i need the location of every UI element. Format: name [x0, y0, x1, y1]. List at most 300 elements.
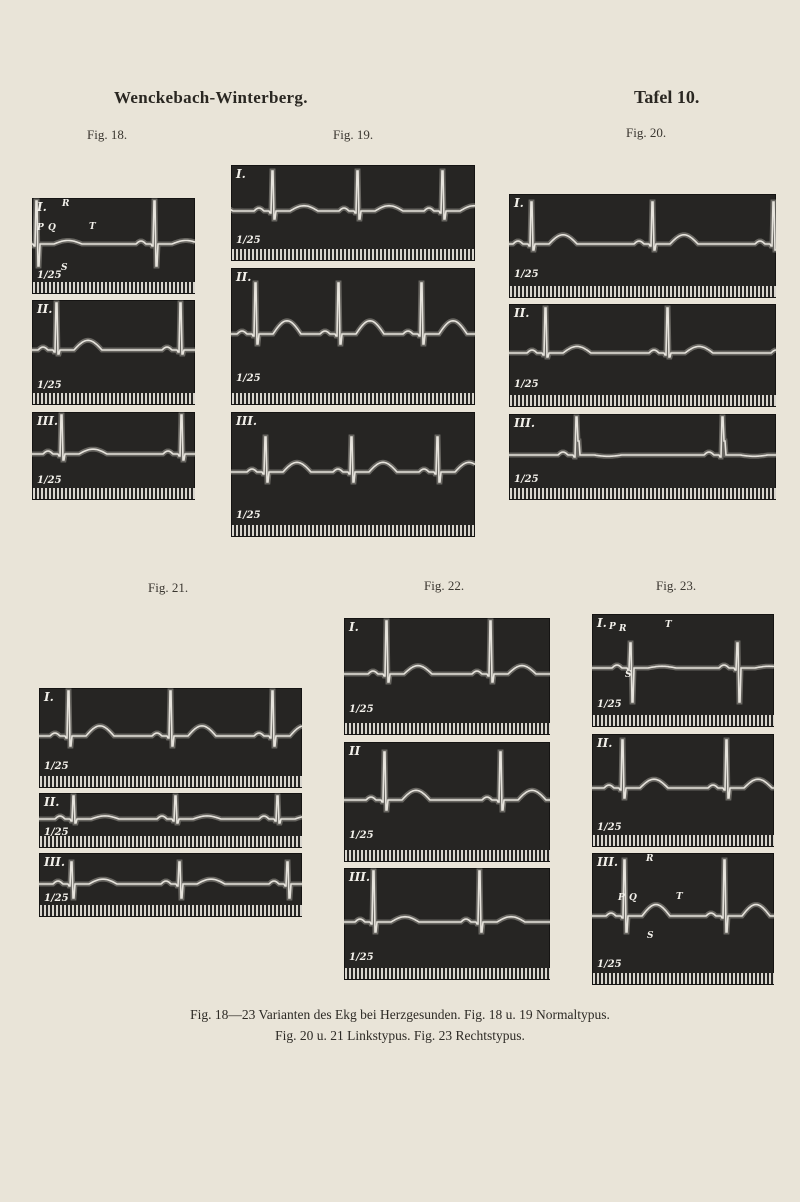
timing-tick	[773, 715, 774, 726]
ecg-trace-graphic	[509, 414, 776, 500]
plate-caption	[0, 1004, 800, 1046]
timing-tick	[300, 905, 302, 916]
timing-tick	[770, 488, 772, 499]
time-mark: 1/25	[236, 373, 261, 384]
timing-tick	[530, 488, 532, 499]
timing-tick	[152, 836, 154, 847]
time-mark: 1/25	[37, 270, 62, 281]
wave-label-p: P	[37, 223, 44, 233]
timing-tick	[260, 249, 262, 260]
timing-comb	[345, 723, 550, 734]
timing-tick	[646, 286, 648, 297]
timing-tick	[45, 282, 47, 293]
fig-21-lead-1-strip	[39, 688, 302, 788]
timing-tick	[493, 968, 495, 979]
timing-tick	[381, 850, 383, 861]
timing-tick	[634, 395, 636, 406]
timing-tick	[128, 836, 130, 847]
timing-tick	[172, 905, 174, 916]
timing-comb	[232, 249, 474, 260]
timing-tick	[445, 968, 447, 979]
timing-tick	[621, 973, 623, 984]
timing-tick	[730, 488, 732, 499]
timing-tick	[444, 525, 446, 536]
timing-tick	[121, 488, 123, 499]
timing-comb	[33, 488, 195, 499]
timing-tick	[765, 973, 767, 984]
timing-tick	[401, 968, 403, 979]
timing-tick	[181, 488, 183, 499]
wave-label-t: T	[676, 892, 683, 902]
timing-tick	[501, 723, 503, 734]
timing-tick	[376, 393, 378, 404]
timing-tick	[753, 973, 755, 984]
timing-tick	[105, 393, 107, 404]
timing-tick	[320, 525, 322, 536]
time-mark: 1/25	[44, 827, 69, 838]
timing-tick	[529, 723, 531, 734]
timing-tick	[132, 836, 134, 847]
timing-tick	[681, 715, 683, 726]
timing-tick	[296, 836, 298, 847]
timing-tick	[160, 905, 162, 916]
timing-tick	[513, 850, 515, 861]
timing-tick	[685, 715, 687, 726]
timing-tick	[554, 286, 556, 297]
timing-tick	[625, 835, 627, 846]
timing-tick	[713, 973, 715, 984]
timing-tick	[681, 835, 683, 846]
timing-tick	[412, 525, 414, 536]
timing-tick	[109, 488, 111, 499]
timing-comb	[40, 905, 302, 916]
timing-tick	[606, 286, 608, 297]
timing-tick	[522, 395, 524, 406]
timing-tick	[236, 836, 238, 847]
timing-tick	[705, 715, 707, 726]
timing-tick	[276, 905, 278, 916]
timing-tick	[425, 968, 427, 979]
timing-tick	[360, 525, 362, 536]
timing-tick	[304, 525, 306, 536]
timing-tick	[718, 395, 720, 406]
time-mark: 1/25	[514, 474, 539, 485]
timing-tick	[189, 282, 191, 293]
timing-tick	[292, 836, 294, 847]
timing-tick	[432, 525, 434, 536]
timing-tick	[634, 286, 636, 297]
timing-tick	[726, 286, 728, 297]
timing-tick	[617, 835, 619, 846]
timing-tick	[761, 835, 763, 846]
timing-tick	[349, 968, 351, 979]
timing-tick	[714, 488, 716, 499]
lead-label: III.	[514, 416, 536, 430]
time-mark: 1/25	[349, 704, 374, 715]
timing-tick	[393, 723, 395, 734]
timing-tick	[141, 393, 143, 404]
timing-tick	[244, 905, 246, 916]
timing-tick	[424, 249, 426, 260]
timing-tick	[417, 723, 419, 734]
fig-20-lead-2-strip	[509, 304, 776, 407]
timing-tick	[766, 395, 768, 406]
timing-tick	[610, 286, 612, 297]
timing-tick	[80, 776, 82, 787]
timing-tick	[574, 395, 576, 406]
timing-tick	[85, 488, 87, 499]
timing-tick	[52, 905, 54, 916]
timing-tick	[678, 286, 680, 297]
timing-tick	[721, 715, 723, 726]
timing-tick	[144, 836, 146, 847]
timing-tick	[288, 776, 290, 787]
timing-tick	[185, 282, 187, 293]
timing-tick	[742, 395, 744, 406]
timing-tick	[173, 393, 175, 404]
timing-tick	[232, 905, 234, 916]
timing-tick	[629, 973, 631, 984]
timing-tick	[412, 393, 414, 404]
timing-tick	[385, 968, 387, 979]
timing-tick	[441, 968, 443, 979]
timing-tick	[377, 850, 379, 861]
fig-23-lead-2-strip	[592, 734, 774, 847]
lead-label: III.	[349, 870, 371, 884]
timing-tick	[742, 488, 744, 499]
timing-tick	[440, 525, 442, 536]
timing-tick	[236, 905, 238, 916]
timing-tick	[657, 715, 659, 726]
timing-tick	[216, 776, 218, 787]
timing-tick	[729, 835, 731, 846]
timing-tick	[153, 488, 155, 499]
timing-tick	[737, 973, 739, 984]
caption-line-2: Fig. 20 u. 21 Linkstypus. Fig. 23 Rechtstypus.	[275, 1028, 525, 1043]
timing-tick	[437, 723, 439, 734]
timing-tick	[224, 776, 226, 787]
timing-tick	[461, 850, 463, 861]
timing-tick	[709, 715, 711, 726]
timing-tick	[436, 249, 438, 260]
timing-tick	[101, 393, 103, 404]
timing-tick	[169, 393, 171, 404]
timing-tick	[61, 393, 63, 404]
timing-tick	[738, 286, 740, 297]
timing-tick	[236, 525, 238, 536]
timing-tick	[698, 488, 700, 499]
timing-tick	[638, 488, 640, 499]
timing-tick	[200, 905, 202, 916]
timing-comb	[40, 836, 302, 847]
timing-tick	[465, 968, 467, 979]
timing-tick	[558, 286, 560, 297]
timing-tick	[590, 488, 592, 499]
timing-tick	[538, 286, 540, 297]
timing-tick	[541, 850, 543, 861]
timing-tick	[468, 249, 470, 260]
timing-tick	[733, 835, 735, 846]
timing-tick	[396, 393, 398, 404]
timing-tick	[176, 836, 178, 847]
timing-tick	[613, 973, 615, 984]
timing-tick	[308, 393, 310, 404]
timing-tick	[602, 286, 604, 297]
timing-tick	[73, 488, 75, 499]
timing-tick	[340, 393, 342, 404]
timing-tick	[468, 393, 470, 404]
timing-tick	[761, 715, 763, 726]
timing-tick	[666, 286, 668, 297]
timing-tick	[77, 282, 79, 293]
timing-tick	[41, 488, 43, 499]
timing-tick	[208, 836, 210, 847]
timing-tick	[357, 850, 359, 861]
timing-tick	[669, 973, 671, 984]
timing-tick	[710, 286, 712, 297]
timing-tick	[481, 968, 483, 979]
timing-tick	[264, 525, 266, 536]
timing-tick	[677, 715, 679, 726]
timing-tick	[84, 776, 86, 787]
timing-tick	[758, 286, 760, 297]
timing-tick	[766, 286, 768, 297]
timing-tick	[109, 393, 111, 404]
timing-tick	[522, 286, 524, 297]
timing-tick	[104, 905, 106, 916]
timing-tick	[472, 525, 474, 536]
timing-tick	[477, 723, 479, 734]
timing-tick	[597, 973, 599, 984]
timing-tick	[593, 715, 595, 726]
timing-tick	[530, 395, 532, 406]
timing-tick	[697, 973, 699, 984]
timing-tick	[165, 393, 167, 404]
timing-tick	[726, 395, 728, 406]
timing-tick	[353, 850, 355, 861]
timing-comb	[593, 835, 774, 846]
timing-tick	[292, 525, 294, 536]
timing-tick	[745, 715, 747, 726]
timing-tick	[633, 715, 635, 726]
timing-tick	[45, 488, 47, 499]
timing-tick	[538, 488, 540, 499]
timing-tick	[40, 905, 42, 916]
timing-tick	[489, 968, 491, 979]
lead-label: II	[349, 744, 361, 758]
wave-label-q: Q	[48, 223, 56, 233]
timing-comb	[510, 286, 776, 297]
timing-tick	[514, 488, 516, 499]
timing-tick	[176, 776, 178, 787]
timing-tick	[428, 393, 430, 404]
fig-20-lead-3-strip	[509, 414, 776, 500]
timing-tick	[501, 968, 503, 979]
timing-tick	[658, 395, 660, 406]
timing-tick	[260, 393, 262, 404]
timing-tick	[682, 286, 684, 297]
timing-tick	[409, 968, 411, 979]
timing-tick	[445, 850, 447, 861]
timing-tick	[682, 395, 684, 406]
timing-tick	[248, 776, 250, 787]
timing-tick	[168, 836, 170, 847]
timing-tick	[518, 395, 520, 406]
timing-tick	[93, 488, 95, 499]
timing-tick	[373, 968, 375, 979]
timing-tick	[673, 835, 675, 846]
timing-tick	[137, 488, 139, 499]
timing-comb	[510, 488, 776, 499]
timing-tick	[300, 393, 302, 404]
timing-tick	[449, 723, 451, 734]
timing-tick	[117, 282, 119, 293]
timing-tick	[332, 249, 334, 260]
timing-comb	[345, 968, 550, 979]
timing-tick	[461, 968, 463, 979]
timing-tick	[662, 488, 664, 499]
timing-tick	[160, 836, 162, 847]
timing-tick	[505, 723, 507, 734]
timing-tick	[642, 286, 644, 297]
timing-tick	[774, 286, 776, 297]
timing-tick	[117, 488, 119, 499]
timing-tick	[100, 905, 102, 916]
timing-tick	[598, 286, 600, 297]
lead-label: II.	[44, 795, 60, 809]
timing-tick	[192, 776, 194, 787]
timing-tick	[360, 393, 362, 404]
timing-tick	[104, 776, 106, 787]
timing-tick	[156, 836, 158, 847]
timing-tick	[770, 286, 772, 297]
timing-tick	[93, 282, 95, 293]
wave-label-t: T	[665, 620, 672, 630]
timing-tick	[721, 835, 723, 846]
timing-tick	[421, 968, 423, 979]
timing-tick	[92, 905, 94, 916]
timing-tick	[177, 282, 179, 293]
timing-tick	[45, 393, 47, 404]
timing-tick	[617, 973, 619, 984]
timing-tick	[582, 395, 584, 406]
timing-tick	[240, 249, 242, 260]
timing-tick	[408, 393, 410, 404]
timing-tick	[288, 393, 290, 404]
timing-tick	[690, 395, 692, 406]
timing-tick	[80, 905, 82, 916]
timing-tick	[181, 393, 183, 404]
timing-tick	[140, 836, 142, 847]
timing-tick	[618, 488, 620, 499]
timing-tick	[650, 395, 652, 406]
timing-tick	[578, 488, 580, 499]
time-mark: 1/25	[236, 510, 261, 521]
timing-tick	[718, 488, 720, 499]
timing-tick	[682, 488, 684, 499]
timing-tick	[689, 973, 691, 984]
timing-tick	[161, 488, 163, 499]
timing-tick	[522, 488, 524, 499]
timing-tick	[104, 836, 106, 847]
timing-tick	[677, 835, 679, 846]
timing-tick	[485, 850, 487, 861]
ecg-trace-glow	[231, 171, 475, 219]
timing-tick	[37, 393, 39, 404]
timing-tick	[356, 393, 358, 404]
timing-tick	[388, 249, 390, 260]
timing-tick	[136, 836, 138, 847]
timing-tick	[248, 905, 250, 916]
timing-tick	[276, 836, 278, 847]
timing-tick	[344, 525, 346, 536]
timing-tick	[681, 973, 683, 984]
timing-tick	[404, 249, 406, 260]
timing-tick	[181, 282, 183, 293]
timing-tick	[288, 525, 290, 536]
timing-tick	[377, 723, 379, 734]
timing-tick	[413, 723, 415, 734]
timing-tick	[609, 973, 611, 984]
timing-tick	[345, 850, 347, 861]
timing-tick	[593, 973, 595, 984]
timing-tick	[417, 968, 419, 979]
timing-tick	[92, 836, 94, 847]
timing-tick	[328, 249, 330, 260]
timing-tick	[109, 282, 111, 293]
timing-tick	[400, 393, 402, 404]
timing-tick	[373, 850, 375, 861]
timing-tick	[328, 393, 330, 404]
timing-tick	[76, 905, 78, 916]
timing-tick	[464, 249, 466, 260]
timing-tick	[312, 249, 314, 260]
timing-tick	[396, 525, 398, 536]
timing-tick	[192, 905, 194, 916]
timing-tick	[232, 776, 234, 787]
timing-tick	[240, 393, 242, 404]
timing-tick	[252, 905, 254, 916]
timing-tick	[324, 249, 326, 260]
timing-tick	[649, 973, 651, 984]
timing-tick	[268, 905, 270, 916]
timing-tick	[424, 525, 426, 536]
timing-tick	[702, 286, 704, 297]
timing-tick	[316, 249, 318, 260]
timing-tick	[641, 715, 643, 726]
timing-tick	[248, 393, 250, 404]
timing-tick	[725, 715, 727, 726]
timing-tick	[701, 715, 703, 726]
timing-tick	[369, 850, 371, 861]
timing-tick	[613, 715, 615, 726]
lead-label: II.	[514, 306, 530, 320]
timing-tick	[160, 776, 162, 787]
timing-tick	[633, 835, 635, 846]
timing-tick	[365, 968, 367, 979]
ecg-trace-glow	[592, 643, 774, 702]
timing-tick	[408, 249, 410, 260]
timing-tick	[742, 286, 744, 297]
timing-tick	[653, 715, 655, 726]
timing-tick	[762, 395, 764, 406]
timing-tick	[101, 282, 103, 293]
timing-tick	[125, 393, 127, 404]
timing-tick	[85, 282, 87, 293]
timing-tick	[76, 836, 78, 847]
timing-tick	[296, 776, 298, 787]
timing-tick	[650, 488, 652, 499]
